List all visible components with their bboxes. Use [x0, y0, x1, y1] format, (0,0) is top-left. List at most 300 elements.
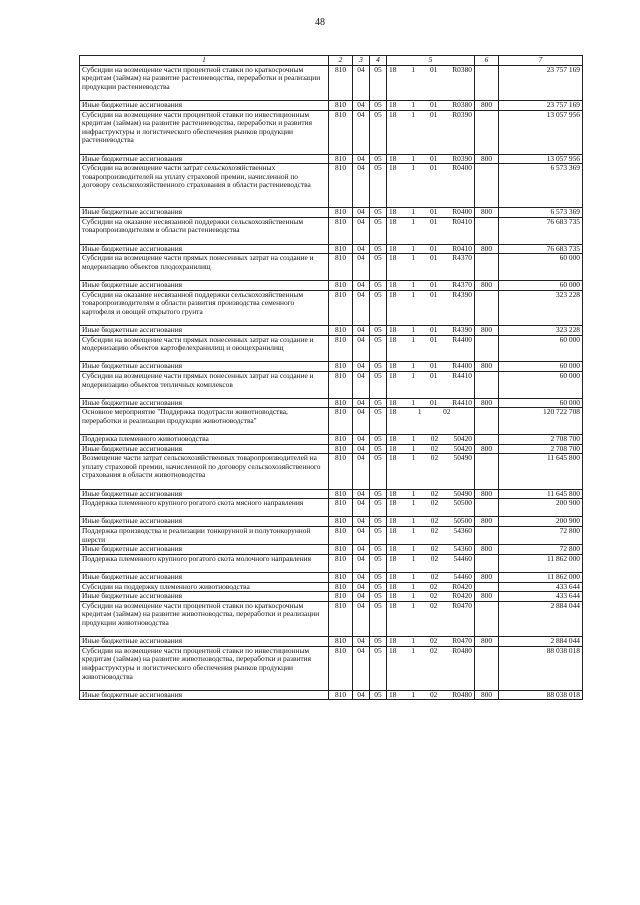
code-pr: 05	[370, 573, 387, 583]
code-csr-c4: 50490	[453, 489, 472, 498]
code-csr-parts	[387, 326, 474, 335]
code-vr: 800	[475, 444, 499, 454]
item-name: Субсидии на возмещение части процентной ставки по инвестиционным кредитам (займам) на развитие животноводства, переработки и развития инфраструктуры и логистического обеспечения рынков продукции животноводства	[80, 646, 329, 690]
table-row	[80, 217, 583, 244]
item-name: Иные бюджетные ассигнования	[80, 154, 329, 164]
code-csr-parts	[387, 573, 474, 582]
amount: 11 645 800	[499, 489, 583, 499]
code-csr-parts	[387, 445, 474, 454]
code-csr-c4: R0420	[452, 591, 472, 601]
code-csr-c1: 18	[389, 544, 397, 554]
code-gr: 810	[329, 254, 353, 281]
item-name: Иные бюджетные ассигнования	[80, 208, 329, 218]
code-vr	[475, 371, 499, 398]
code-csr-parts	[387, 527, 474, 536]
code-vr	[475, 110, 499, 154]
code-csr-c3: 01	[429, 361, 438, 371]
code-csr-parts	[387, 218, 474, 227]
code-pr: 05	[370, 690, 387, 700]
code-gr: 810	[329, 280, 353, 290]
code-vr: 800	[475, 208, 499, 218]
code-csr-c1: 18	[389, 371, 397, 380]
code-csr-c2: 1	[411, 498, 416, 508]
amount: 200 900	[499, 517, 583, 527]
code-csr	[387, 362, 475, 372]
code-csr-parts	[387, 499, 474, 508]
code-csr-c4: R0390	[452, 110, 472, 119]
code-csr	[387, 646, 475, 690]
code-csr-c2: 1	[411, 154, 416, 163]
item-name: Иные бюджетные ассигнования	[80, 244, 329, 254]
code-vr	[475, 601, 499, 636]
amount: 23 757 169	[499, 100, 583, 110]
code-pr: 05	[370, 65, 387, 100]
code-rz: 04	[353, 527, 370, 545]
code-csr-c1: 18	[389, 690, 397, 699]
code-rz: 04	[353, 154, 370, 164]
code-csr-c2: 1	[411, 526, 416, 536]
code-csr-c2: 1	[411, 290, 416, 299]
code-csr	[387, 325, 475, 335]
code-csr	[387, 582, 475, 592]
table-row	[80, 517, 583, 527]
column-header: 6	[475, 56, 499, 66]
code-csr-c3: 02	[430, 489, 439, 498]
table-row	[80, 362, 583, 372]
code-pr: 05	[370, 100, 387, 110]
item-name: Иные бюджетные ассигнования	[80, 690, 329, 700]
code-csr-c4: R4410	[452, 371, 472, 380]
code-vr: 800	[475, 244, 499, 254]
code-csr-c4: R0390	[452, 154, 472, 163]
code-csr	[387, 444, 475, 454]
item-name: Иные бюджетные ассигнования	[80, 637, 329, 647]
table-row	[80, 65, 583, 100]
code-csr-c1: 18	[389, 498, 397, 508]
code-csr-c1: 18	[389, 163, 397, 173]
code-csr-c3: 02	[430, 554, 439, 563]
code-csr-c1: 18	[389, 636, 397, 646]
item-name: Поддержка племенного крупного рогатого скота мясного направления	[80, 499, 329, 517]
code-csr-c3: 02	[429, 646, 438, 655]
code-pr: 05	[370, 371, 387, 398]
code-csr-c4: R4390	[452, 325, 472, 334]
code-rz: 04	[353, 65, 370, 100]
table-row	[80, 637, 583, 647]
code-csr-c1: 18	[389, 398, 397, 407]
code-gr: 810	[329, 517, 353, 527]
code-vr: 800	[475, 398, 499, 408]
amount: 2 708 700	[499, 435, 583, 445]
code-csr-c4: R0480	[452, 690, 472, 699]
code-csr	[387, 371, 475, 398]
table-row	[80, 444, 583, 454]
code-rz: 04	[353, 100, 370, 110]
code-vr: 800	[475, 325, 499, 335]
code-vr: 800	[475, 362, 499, 372]
code-gr: 810	[329, 454, 353, 489]
table-row	[80, 110, 583, 154]
code-gr: 810	[329, 592, 353, 602]
amount: 2 884 044	[499, 637, 583, 647]
code-csr-parts	[387, 592, 474, 601]
code-csr-c3: 02	[429, 601, 438, 610]
code-csr-c1: 18	[389, 407, 397, 417]
code-pr: 05	[370, 637, 387, 647]
code-csr-parts	[387, 208, 474, 217]
code-csr-c1: 18	[389, 325, 397, 334]
code-vr: 800	[475, 280, 499, 290]
code-gr: 810	[329, 527, 353, 545]
code-pr: 05	[370, 244, 387, 254]
code-csr-parts	[387, 517, 474, 526]
code-vr	[475, 527, 499, 545]
code-rz: 04	[353, 335, 370, 362]
code-csr-c1: 18	[389, 453, 397, 463]
code-vr	[475, 254, 499, 281]
code-csr-c2: 1	[411, 371, 416, 380]
code-csr	[387, 164, 475, 208]
amount: 6 573 369	[499, 164, 583, 208]
table-row	[80, 454, 583, 489]
code-csr-c1: 18	[389, 100, 397, 109]
code-csr	[387, 527, 475, 545]
amount: 60 000	[499, 371, 583, 398]
code-csr-c1: 18	[389, 591, 397, 601]
amount: 11 862 000	[499, 554, 583, 572]
code-rz: 04	[353, 398, 370, 408]
item-name: Субсидии на возмещение части процентной ставки по краткосрочным кредитам (займам) на развитие животноводства, переработки и реализации продукции животноводства	[80, 601, 329, 636]
code-csr-c1: 18	[389, 646, 397, 655]
code-rz: 04	[353, 545, 370, 555]
table-row	[80, 499, 583, 517]
code-csr-c3: 01	[429, 217, 438, 226]
code-pr: 05	[370, 592, 387, 602]
code-gr: 810	[329, 444, 353, 454]
code-csr-c3: 01	[429, 207, 438, 217]
table-row	[80, 573, 583, 583]
code-csr-c2: 1	[411, 591, 416, 601]
code-csr-c2: 1	[411, 163, 416, 173]
code-csr-parts	[387, 372, 474, 381]
code-rz: 04	[353, 371, 370, 398]
code-csr-parts	[387, 637, 474, 646]
amount: 60 000	[499, 362, 583, 372]
code-csr-c1: 18	[389, 280, 397, 289]
code-csr-c4: R0420	[452, 582, 472, 591]
code-csr	[387, 100, 475, 110]
code-csr-c4: R0470	[452, 636, 472, 646]
code-csr-c4: R0400	[452, 163, 472, 173]
table-row	[80, 690, 583, 700]
amount: 60 000	[499, 280, 583, 290]
item-name: Субсидии на возмещение части процентной ставки по инвестиционным кредитам (займам) на развитие растениеводства, переработки и развития инфраструктуры и логистического обеспечения рынков продукции растениеводства	[80, 110, 329, 154]
code-rz: 04	[353, 254, 370, 281]
amount: 11 645 800	[499, 454, 583, 489]
table-row	[80, 592, 583, 602]
code-rz: 04	[353, 164, 370, 208]
code-csr-c4: R4410	[452, 398, 472, 407]
code-csr	[387, 217, 475, 244]
amount: 76 683 735	[499, 244, 583, 254]
code-csr-parts	[387, 490, 474, 499]
code-csr-c1: 18	[389, 335, 397, 344]
code-csr-c4: 54460	[453, 572, 472, 582]
column-header: 1	[80, 56, 329, 66]
code-csr	[387, 154, 475, 164]
code-csr	[387, 408, 475, 435]
table-row	[80, 100, 583, 110]
table-row	[80, 545, 583, 555]
code-vr: 800	[475, 154, 499, 164]
code-vr	[475, 435, 499, 445]
code-csr-parts	[387, 647, 474, 656]
code-csr-c1: 18	[389, 434, 397, 444]
code-rz: 04	[353, 244, 370, 254]
code-vr	[475, 290, 499, 325]
code-rz: 04	[353, 110, 370, 154]
code-csr-parts	[387, 66, 474, 75]
amount: 60 000	[499, 398, 583, 408]
code-pr: 05	[370, 335, 387, 362]
item-name: Иные бюджетные ассигнования	[80, 592, 329, 602]
code-csr-parts	[387, 111, 474, 120]
code-csr	[387, 637, 475, 647]
code-vr	[475, 164, 499, 208]
code-pr: 05	[370, 444, 387, 454]
code-gr: 810	[329, 582, 353, 592]
code-rz: 04	[353, 217, 370, 244]
code-gr: 810	[329, 217, 353, 244]
code-gr: 810	[329, 65, 353, 100]
table-row	[80, 601, 583, 636]
code-csr-c2: 1	[411, 110, 416, 119]
code-csr-c2: 1	[411, 646, 416, 655]
table-row	[80, 154, 583, 164]
table-row	[80, 554, 583, 572]
code-csr-c3: 02	[430, 498, 439, 508]
code-csr	[387, 244, 475, 254]
code-pr: 05	[370, 154, 387, 164]
code-pr: 05	[370, 527, 387, 545]
code-pr: 05	[370, 554, 387, 572]
code-csr-c4: 50420	[453, 434, 472, 444]
table-row	[80, 408, 583, 435]
item-name: Возмещение части затрат сельскохозяйственных товаропроизводителей на уплату страховой премии, начисленной по договору сельскохозяйственного страхования в области животноводства	[80, 454, 329, 489]
item-name: Субсидии на возмещение части прямых понесенных затрат на создание и модернизацию объектов плодохранилищ	[80, 254, 329, 281]
code-gr: 810	[329, 545, 353, 555]
code-pr: 05	[370, 164, 387, 208]
table-row	[80, 280, 583, 290]
code-gr: 810	[329, 601, 353, 636]
code-csr-c4: R0410	[452, 217, 472, 226]
code-csr-c2: 1	[411, 253, 416, 263]
code-csr-c4: R4390	[452, 290, 472, 299]
code-csr-c2: 1	[411, 582, 416, 591]
code-vr	[475, 582, 499, 592]
code-csr-c3: 02	[430, 434, 439, 444]
code-csr	[387, 335, 475, 362]
page-number: 48	[315, 17, 325, 28]
code-pr: 05	[370, 254, 387, 281]
code-csr-parts	[387, 399, 474, 408]
item-name: Основное мероприятие "Поддержка подотрасли животноводства, переработки и реализации продукции животноводства"	[80, 408, 329, 435]
code-rz: 04	[353, 690, 370, 700]
code-csr-parts	[387, 545, 474, 554]
code-vr: 800	[475, 100, 499, 110]
amount: 88 038 018	[499, 690, 583, 700]
code-csr-parts	[387, 336, 474, 345]
code-csr	[387, 592, 475, 602]
code-gr: 810	[329, 154, 353, 164]
column-header: 7	[499, 56, 583, 66]
amount: 72 800	[499, 527, 583, 545]
code-vr	[475, 454, 499, 489]
amount: 76 683 735	[499, 217, 583, 244]
code-csr	[387, 65, 475, 100]
code-csr-c1: 18	[389, 217, 397, 226]
code-csr-c3: 01	[429, 244, 438, 253]
code-gr: 810	[329, 637, 353, 647]
code-csr	[387, 454, 475, 489]
code-rz: 04	[353, 362, 370, 372]
code-csr-parts	[387, 602, 474, 611]
amount: 13 057 956	[499, 110, 583, 154]
code-csr-c1: 18	[389, 253, 397, 263]
item-name: Иные бюджетные ассигнования	[80, 398, 329, 408]
table-row	[80, 290, 583, 325]
code-pr: 05	[370, 208, 387, 218]
amount: 60 000	[499, 335, 583, 362]
code-csr-c4: R0400	[452, 207, 472, 217]
code-csr	[387, 690, 475, 700]
amount: 2 884 044	[499, 601, 583, 636]
code-csr-c1: 18	[389, 601, 397, 610]
code-csr-c1: 18	[389, 516, 397, 526]
code-csr-parts	[387, 245, 474, 254]
item-name: Иные бюджетные ассигнования	[80, 362, 329, 372]
item-name: Иные бюджетные ассигнования	[80, 100, 329, 110]
code-csr-c3: 01	[429, 371, 438, 380]
code-csr	[387, 517, 475, 527]
column-header: 2	[329, 56, 353, 66]
code-csr-c3: 02	[430, 453, 439, 463]
code-csr-c3: 01	[429, 325, 438, 334]
code-gr: 810	[329, 335, 353, 362]
item-name: Иные бюджетные ассигнования	[80, 280, 329, 290]
table-row	[80, 325, 583, 335]
code-rz: 04	[353, 582, 370, 592]
code-gr: 810	[329, 499, 353, 517]
code-csr	[387, 110, 475, 154]
code-csr-c3: 02	[429, 582, 438, 591]
code-csr-parts	[387, 291, 474, 300]
code-csr-c3: 02	[429, 690, 438, 699]
code-rz: 04	[353, 601, 370, 636]
code-csr-c4: R4400	[452, 335, 472, 344]
code-csr-c3: 02	[430, 526, 439, 536]
amount: 323 228	[499, 290, 583, 325]
code-rz: 04	[353, 489, 370, 499]
code-csr-c1: 18	[389, 444, 397, 453]
code-csr-c4: 54360	[453, 544, 472, 554]
item-name: Субсидии на поддержку племенного животноводства	[80, 582, 329, 592]
code-pr: 05	[370, 601, 387, 636]
code-csr-c3: 01	[429, 290, 438, 299]
code-csr-c3: 02	[430, 444, 439, 453]
code-csr-parts	[387, 164, 474, 173]
code-csr-c2: 1	[417, 407, 422, 417]
code-gr: 810	[329, 554, 353, 572]
code-rz: 04	[353, 637, 370, 647]
code-gr: 810	[329, 408, 353, 435]
code-csr-c4: R4400	[452, 361, 472, 371]
code-csr-c2: 1	[411, 100, 416, 109]
code-gr: 810	[329, 164, 353, 208]
table-header-row	[80, 56, 583, 66]
code-vr: 800	[475, 573, 499, 583]
code-csr-c3: 01	[429, 110, 438, 119]
code-rz: 04	[353, 646, 370, 690]
table-row	[80, 646, 583, 690]
code-csr-c1: 18	[389, 489, 397, 498]
code-csr-c2: 1	[411, 453, 416, 463]
code-csr-c1: 18	[389, 361, 397, 371]
item-name: Иные бюджетные ассигнования	[80, 325, 329, 335]
code-vr: 800	[475, 592, 499, 602]
item-name: Поддержка племенного крупного рогатого скота молочного направления	[80, 554, 329, 572]
code-csr-c2: 1	[411, 690, 416, 699]
code-csr-parts	[387, 454, 474, 463]
code-pr: 05	[370, 408, 387, 435]
code-rz: 04	[353, 454, 370, 489]
amount: 200 900	[499, 499, 583, 517]
code-csr-c3: 01	[429, 163, 438, 173]
code-csr-c4: R0480	[452, 646, 472, 655]
code-csr-c2: 1	[411, 398, 416, 407]
code-csr-c4: 54460	[453, 554, 472, 563]
code-pr: 05	[370, 454, 387, 489]
code-csr-c2: 1	[411, 335, 416, 344]
code-csr-c4: 50420	[453, 444, 472, 453]
code-pr: 05	[370, 280, 387, 290]
code-csr-c2: 1	[411, 601, 416, 610]
code-gr: 810	[329, 208, 353, 218]
code-rz: 04	[353, 208, 370, 218]
code-gr: 810	[329, 690, 353, 700]
code-csr	[387, 398, 475, 408]
table-row	[80, 335, 583, 362]
column-header: 3	[353, 56, 370, 66]
code-gr: 810	[329, 100, 353, 110]
table-row	[80, 398, 583, 408]
code-csr-parts	[387, 101, 474, 110]
table-row	[80, 164, 583, 208]
code-pr: 05	[370, 489, 387, 499]
column-header: 5	[387, 56, 475, 66]
code-csr-c4: R0380	[452, 100, 472, 109]
code-csr	[387, 601, 475, 636]
code-gr: 810	[329, 110, 353, 154]
amount: 11 862 000	[499, 573, 583, 583]
code-csr-c3: 02	[430, 516, 439, 526]
code-csr-c2: 1	[411, 280, 416, 289]
code-csr-c1: 18	[389, 582, 397, 591]
code-pr: 05	[370, 582, 387, 592]
code-csr-c1: 18	[389, 554, 397, 563]
code-pr: 05	[370, 646, 387, 690]
code-csr-parts	[387, 281, 474, 290]
